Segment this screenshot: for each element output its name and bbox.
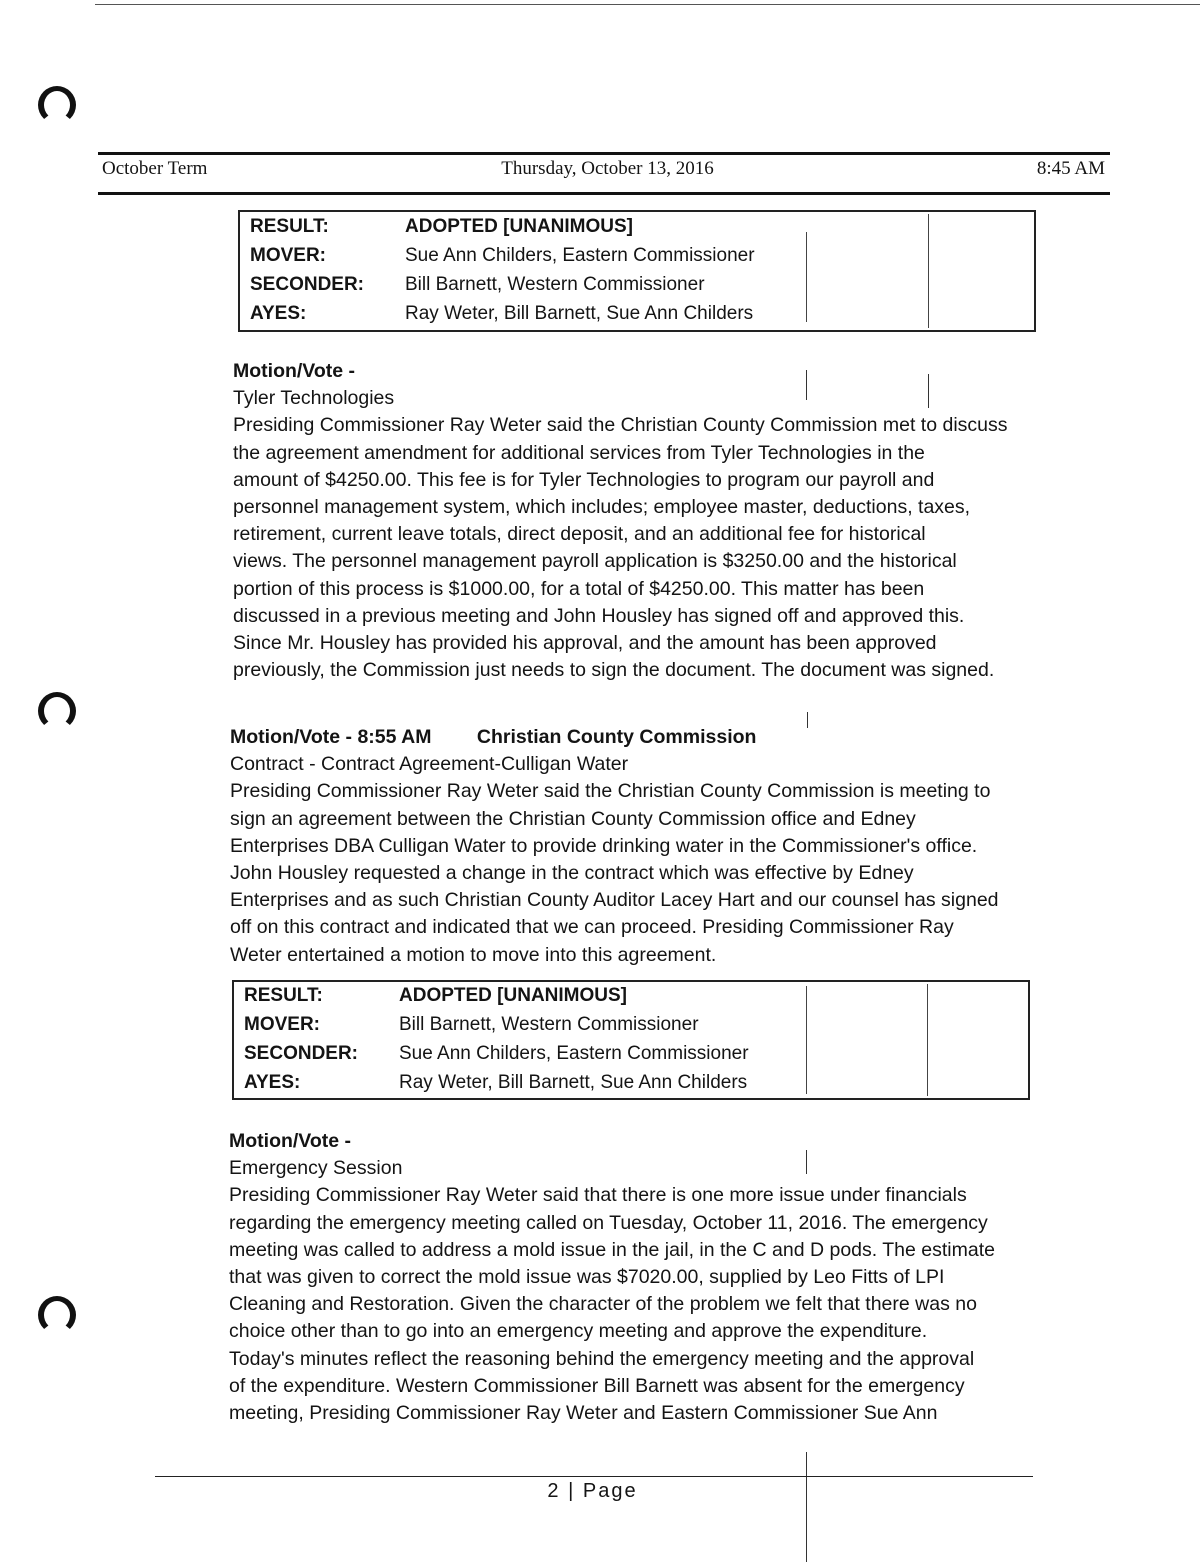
body-line: amount of $4250.00. This fee is for Tyler Technologies to program our payroll and (233, 468, 935, 491)
body-line: meeting, Presiding Commissioner Ray Weter and Eastern Commissioner Sue Ann (229, 1402, 938, 1425)
motion-section (229, 1128, 995, 1427)
body-line: personnel management system, which includes; employee master, deductions, taxes, (233, 496, 971, 519)
body-line: meeting was called to address a mold issue in the jail, in the C and D pods. The estimate (229, 1238, 995, 1261)
body-line: discussed in a previous meeting and John Housley has signed off and approved this. (233, 604, 965, 627)
vote-mover: Sue Ann Childers, Eastern Commissioner (405, 245, 755, 266)
column-divider (927, 984, 928, 1096)
section-subheading: Emergency Session (229, 1157, 403, 1180)
body-line: Today's minutes reflect the reasoning behind the emergency meeting and the approval (229, 1347, 975, 1370)
body-line: John Housley requested a change in the contract which was effective by Edney (230, 862, 914, 885)
punch-hole-icon (38, 86, 76, 124)
column-divider (928, 214, 929, 328)
vote-label: SECONDER: (250, 274, 365, 295)
section-heading-row (230, 724, 999, 751)
header-rule-bottom (98, 192, 1110, 195)
footer-rule (155, 1476, 1033, 1477)
body-line: Presiding Commissioner Ray Weter said the Christian County Commission is meeting to (230, 780, 991, 803)
section-heading: Motion/Vote - (229, 1130, 352, 1152)
vote-seconder: Bill Barnett, Western Commissioner (405, 274, 705, 295)
body-line: Enterprises DBA Culligan Water to provide drinking water in the Commissioner's office. (230, 834, 978, 857)
section-heading: Motion/Vote - 8:55 AM (230, 726, 432, 748)
vote-seconder: Sue Ann Childers, Eastern Commissioner (399, 1043, 749, 1064)
vote-label: RESULT: (250, 216, 329, 237)
scan-mark (807, 712, 808, 728)
vote-label: AYES: (244, 1072, 301, 1093)
body-line: Weter entertained a motion to move into this agreement. (230, 943, 717, 966)
section-heading-extra: Christian County Commission (476, 726, 757, 748)
top-border-line (95, 4, 1200, 5)
scan-mark (806, 1150, 807, 1174)
term-label: October Term (102, 158, 208, 179)
vote-label: SECONDER: (244, 1043, 359, 1064)
vote-result: ADOPTED [UNANIMOUS] (405, 216, 633, 237)
vote-table (232, 980, 1030, 1100)
scan-mark (928, 374, 929, 408)
body-line: retirement, current leave totals, direct deposit, and an additional fee for historical (233, 523, 926, 546)
body-line: Presiding Commissioner Ray Weter said that there is one more issue under financials (229, 1184, 967, 1207)
vote-result: ADOPTED [UNANIMOUS] (399, 985, 627, 1006)
column-divider (806, 232, 807, 322)
vote-label: RESULT: (244, 985, 323, 1006)
punch-hole-icon (38, 692, 76, 730)
vote-label: MOVER: (244, 1014, 320, 1035)
body-line: portion of this process is $1000.00, for a total of $4250.00. This matter has been (233, 577, 925, 600)
vote-table (238, 210, 1036, 332)
section-subheading: Tyler Technologies (233, 387, 395, 410)
header-rule-top (98, 152, 1110, 155)
body-line: that was given to correct the mold issue was $7020.00, supplied by Leo Fitts of LPI (229, 1266, 945, 1289)
section-subheading: Contract - Contract Agreement-Culligan Water (230, 753, 629, 776)
body-line: views. The personnel management payroll application is $3250.00 and the historical (233, 550, 957, 573)
vote-ayes: Ray Weter, Bill Barnett, Sue Ann Childers (405, 303, 754, 324)
vote-label: MOVER: (250, 245, 326, 266)
vote-mover: Bill Barnett, Western Commissioner (399, 1014, 699, 1035)
body-line: of the expenditure. Western Commissioner Bill Barnett was absent for the emergency (229, 1374, 965, 1397)
body-line: Presiding Commissioner Ray Weter said the Christian County Commission met to discuss (233, 414, 1008, 437)
meeting-date: Thursday, October 13, 2016 (501, 158, 714, 179)
motion-section (230, 724, 999, 969)
meeting-time: 8:45 AM (1036, 158, 1105, 179)
motion-section (233, 358, 1008, 684)
vote-ayes: Ray Weter, Bill Barnett, Sue Ann Childers (399, 1072, 748, 1093)
column-divider (806, 986, 807, 1094)
body-line: choice other than to go into an emergency meeting and approve the expenditure. (229, 1320, 928, 1343)
body-line: off on this contract and indicated that we can proceed. Presiding Commissioner Ray (230, 916, 954, 939)
scan-mark (806, 1452, 807, 1562)
body-line: sign an agreement between the Christian County Commission office and Edney (230, 807, 916, 830)
body-line: the agreement amendment for additional services from Tyler Technologies in the (233, 441, 925, 464)
vote-label: AYES: (250, 303, 307, 324)
section-heading: Motion/Vote - (233, 360, 356, 382)
body-line: Since Mr. Housley has provided his approval, and the amount has been approved (233, 632, 937, 655)
body-line: previously, the Commission just needs to sign the document. The document was signed. (233, 659, 995, 682)
body-line: regarding the emergency meeting called on Tuesday, October 11, 2016. The emergency (229, 1211, 988, 1234)
punch-hole-icon (38, 1296, 76, 1334)
body-line: Enterprises and as such Christian County Auditor Lacey Hart and our counsel has signed (230, 889, 999, 912)
page-number: 2 | Page (547, 1480, 638, 1502)
body-line: Cleaning and Restoration. Given the character of the problem we felt that there was no (229, 1293, 977, 1316)
scan-mark (806, 370, 807, 400)
